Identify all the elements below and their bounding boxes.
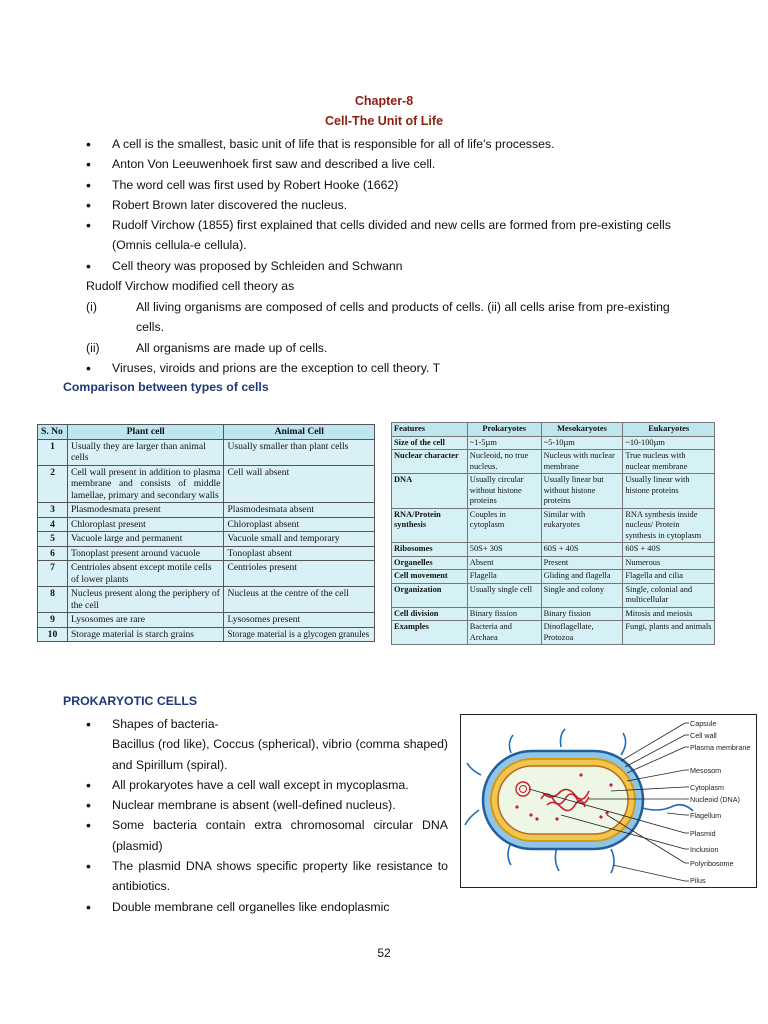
- table-cell: 10: [38, 627, 68, 642]
- table-cell: Plasmodesmata absent: [224, 503, 375, 518]
- plant-animal-table: [37, 424, 375, 642]
- cell-types-table: [391, 422, 715, 645]
- table-cell: Examples: [392, 621, 468, 645]
- table-cell: Flagella and cilia: [623, 570, 715, 584]
- table-row: [38, 532, 375, 547]
- table-cell: RNA synthesis inside nucleus/ Protein synthesis in cytoplasm: [623, 508, 715, 543]
- table-cell: Similar with eukaryotes: [541, 508, 623, 543]
- list-item: • Some bacteria contain extra chromosomal circular DNA (plasmid): [86, 815, 448, 856]
- section-heading: PROKARYOTIC CELLS: [63, 694, 198, 708]
- table-row: [38, 561, 375, 587]
- table-cell: 2: [38, 465, 68, 503]
- table-cell: Binary fission: [541, 607, 623, 621]
- table-cell: 60S + 40S: [541, 543, 623, 557]
- table-cell: Usually linear but without histone proteins: [541, 474, 623, 509]
- list-item: • Viruses, viroids and prions are the exception to cell theory. T: [86, 358, 686, 378]
- table-cell: Bacteria and Archaea: [467, 621, 541, 645]
- list-item: • Anton Von Leeuwenhoek first saw and described a live cell.: [86, 154, 686, 174]
- table-cell: 7: [38, 561, 68, 587]
- diagram-label: Pilus: [690, 876, 706, 885]
- virchow-point: All living organisms are composed of cells and products of cells. (ii) all cells arise from pre-existing cells.: [136, 300, 670, 335]
- table-row: [38, 503, 375, 518]
- virchow-point: All organisms are made up of cells.: [136, 341, 328, 355]
- table-cell: Storage material is starch grains: [67, 627, 224, 642]
- table-row: [392, 474, 715, 509]
- table-header-row: [38, 425, 375, 440]
- table-row: [392, 543, 715, 557]
- table-row: [392, 450, 715, 474]
- list-item: • A cell is the smallest, basic unit of life that is responsible for all of life's processes.: [86, 134, 686, 154]
- table-cell: Usually they are larger than animal cells: [67, 439, 224, 465]
- column-header: Plant cell: [67, 425, 224, 440]
- chapter-number: Chapter-8: [354, 94, 414, 108]
- diagram-label: Inclusion: [690, 845, 719, 854]
- table-row: [392, 607, 715, 621]
- diagram-label: Polyribosome: [690, 859, 734, 868]
- table-cell: Lysosomes are rare: [67, 613, 224, 628]
- diagram-label: Plasma membrane: [690, 743, 751, 752]
- diagram-label: Cytoplasm: [690, 783, 724, 792]
- column-header: S. No: [38, 425, 68, 440]
- table-cell: Storage material is a glycogen granules: [224, 627, 375, 642]
- table-cell: Single and colony: [541, 583, 623, 607]
- bacterial-cell-diagram: [460, 714, 757, 888]
- table-cell: Chloroplast absent: [224, 517, 375, 532]
- diagram-label: Mesosom: [690, 766, 722, 775]
- column-header: Mesokaryotes: [541, 423, 623, 437]
- table-row: [392, 621, 715, 645]
- table-cell: Usually smaller than plant cells: [224, 439, 375, 465]
- table-cell: Usually single cell: [467, 583, 541, 607]
- list-item: • Shapes of bacteria-: [86, 714, 448, 734]
- table-cell: Fungi, plants and animals: [623, 621, 715, 645]
- table-cell: Cell wall absent: [224, 465, 375, 503]
- table-cell: Nucleoid, no true nucleus.: [467, 450, 541, 474]
- section-heading: Comparison between types of cells: [63, 380, 269, 394]
- table-cell: Organization: [392, 583, 468, 607]
- virchow-intro: Rudolf Virchow modified cell theory as: [86, 279, 295, 293]
- table-row: [38, 587, 375, 613]
- list-item: • The word cell was first used by Robert Hooke (1662): [86, 175, 686, 195]
- intro-bullet-list: [86, 134, 686, 276]
- diagram-label: Cell wall: [690, 731, 717, 740]
- table-cell: Vacuole small and temporary: [224, 532, 375, 547]
- table-cell: Mitosis and meiosis: [623, 607, 715, 621]
- table-cell: 5: [38, 532, 68, 547]
- table-cell: 50S+ 30S: [467, 543, 541, 557]
- table-cell: Centrioles absent except motile cells of lower plants: [67, 561, 224, 587]
- table-cell: ~1-5µm: [467, 436, 541, 450]
- table-cell: Lysosomes present: [224, 613, 375, 628]
- table-header-row: [392, 423, 715, 437]
- chapter-title: Cell-The Unit of Life: [324, 114, 444, 128]
- table-cell: Cell wall present in addition to plasma membrane and consists of middle lamellae, primary and secondary walls: [67, 465, 224, 503]
- diagram-label: Flagellum: [690, 811, 722, 820]
- table-cell: 9: [38, 613, 68, 628]
- table-cell: Dinoflagellate, Protozoa: [541, 621, 623, 645]
- column-header: Prokaryotes: [467, 423, 541, 437]
- table-cell: Nuclear character: [392, 450, 468, 474]
- table-cell: 6: [38, 546, 68, 561]
- table-cell: Single, colonial and multicellular: [623, 583, 715, 607]
- table-cell: 3: [38, 503, 68, 518]
- list-item: • Cell theory was proposed by Schleiden and Schwann: [86, 256, 686, 276]
- table-cell: Usually circular without histone proteins: [467, 474, 541, 509]
- roman-numeral: (i): [86, 300, 97, 314]
- diagram-label: Nucleoid (DNA): [690, 795, 740, 804]
- list-item: • Double membrane cell organelles like endoplasmic: [86, 897, 448, 917]
- table-cell: Gliding and flagella: [541, 570, 623, 584]
- table-row: [392, 556, 715, 570]
- table-cell: 1: [38, 439, 68, 465]
- table-cell: Tonoplast absent: [224, 546, 375, 561]
- table-cell: 4: [38, 517, 68, 532]
- table-cell: Usually linear with histone proteins: [623, 474, 715, 509]
- table-row: [392, 508, 715, 543]
- table-cell: Size of the cell: [392, 436, 468, 450]
- table-cell: Flagella: [467, 570, 541, 584]
- table-cell: Chloroplast present: [67, 517, 224, 532]
- table-row: [38, 439, 375, 465]
- table-cell: Tonoplast present around vacuole: [67, 546, 224, 561]
- list-item: • The plasmid DNA shows specific property like resistance to antibiotics.: [86, 856, 448, 897]
- table-row: [392, 436, 715, 450]
- list-item: • Robert Brown later discovered the nucleus.: [86, 195, 686, 215]
- column-header: Animal Cell: [224, 425, 375, 440]
- table-cell: RNA/Protein synthesis: [392, 508, 468, 543]
- list-item: • Nuclear membrane is absent (well-defined nucleus).: [86, 795, 448, 815]
- list-item: • Rudolf Virchow (1855) first explained that cells divided and new cells are formed from pre-existing cells (Omnis cellula-e cellula).: [86, 215, 686, 256]
- table-cell: Absent: [467, 556, 541, 570]
- table-cell: Couples in cytoplasm: [467, 508, 541, 543]
- table-row: [38, 517, 375, 532]
- table-cell: 8: [38, 587, 68, 613]
- table-cell: Cell division: [392, 607, 468, 621]
- table-cell: Cell movement: [392, 570, 468, 584]
- table-row: [38, 465, 375, 503]
- diagram-label: Capsule: [690, 719, 717, 728]
- table-cell: Organelles: [392, 556, 468, 570]
- table-cell: Nucleus present along the periphery of the cell: [67, 587, 224, 613]
- roman-numeral: (ii): [86, 341, 100, 355]
- table-cell: ~5-10µm: [541, 436, 623, 450]
- list-item: • All prokaryotes have a cell wall except in mycoplasma.: [86, 775, 448, 795]
- table-row: [38, 613, 375, 628]
- table-cell: Ribosomes: [392, 543, 468, 557]
- diagram-label: Plasmid: [690, 829, 716, 838]
- table-cell: ~10-100µm: [623, 436, 715, 450]
- page-number: 52: [377, 946, 391, 960]
- table-row: [392, 570, 715, 584]
- table-row: [392, 583, 715, 607]
- table-cell: True nucleus with nuclear membrane: [623, 450, 715, 474]
- table-cell: Centrioles present: [224, 561, 375, 587]
- table-cell: Plasmodesmata present: [67, 503, 224, 518]
- column-header: Eukaryotes: [623, 423, 715, 437]
- table-cell: Numerous: [623, 556, 715, 570]
- table-cell: DNA: [392, 474, 468, 509]
- table-cell: 60S + 40S: [623, 543, 715, 557]
- exception-bullet: [86, 358, 686, 378]
- table-cell: Nucleus with nuclear membrane: [541, 450, 623, 474]
- table-cell: Vacuole large and permanent: [67, 532, 224, 547]
- table-cell: Binary fission: [467, 607, 541, 621]
- table-cell: Nucleus at the centre of the cell: [224, 587, 375, 613]
- list-item: Bacillus (rod like), Coccus (spherical), vibrio (comma shaped) and Spirillum (spiral).: [112, 737, 448, 772]
- table-row: [38, 546, 375, 561]
- column-header: Features: [392, 423, 468, 437]
- prokaryotic-list: [86, 714, 448, 917]
- table-cell: Present: [541, 556, 623, 570]
- table-row: [38, 627, 375, 642]
